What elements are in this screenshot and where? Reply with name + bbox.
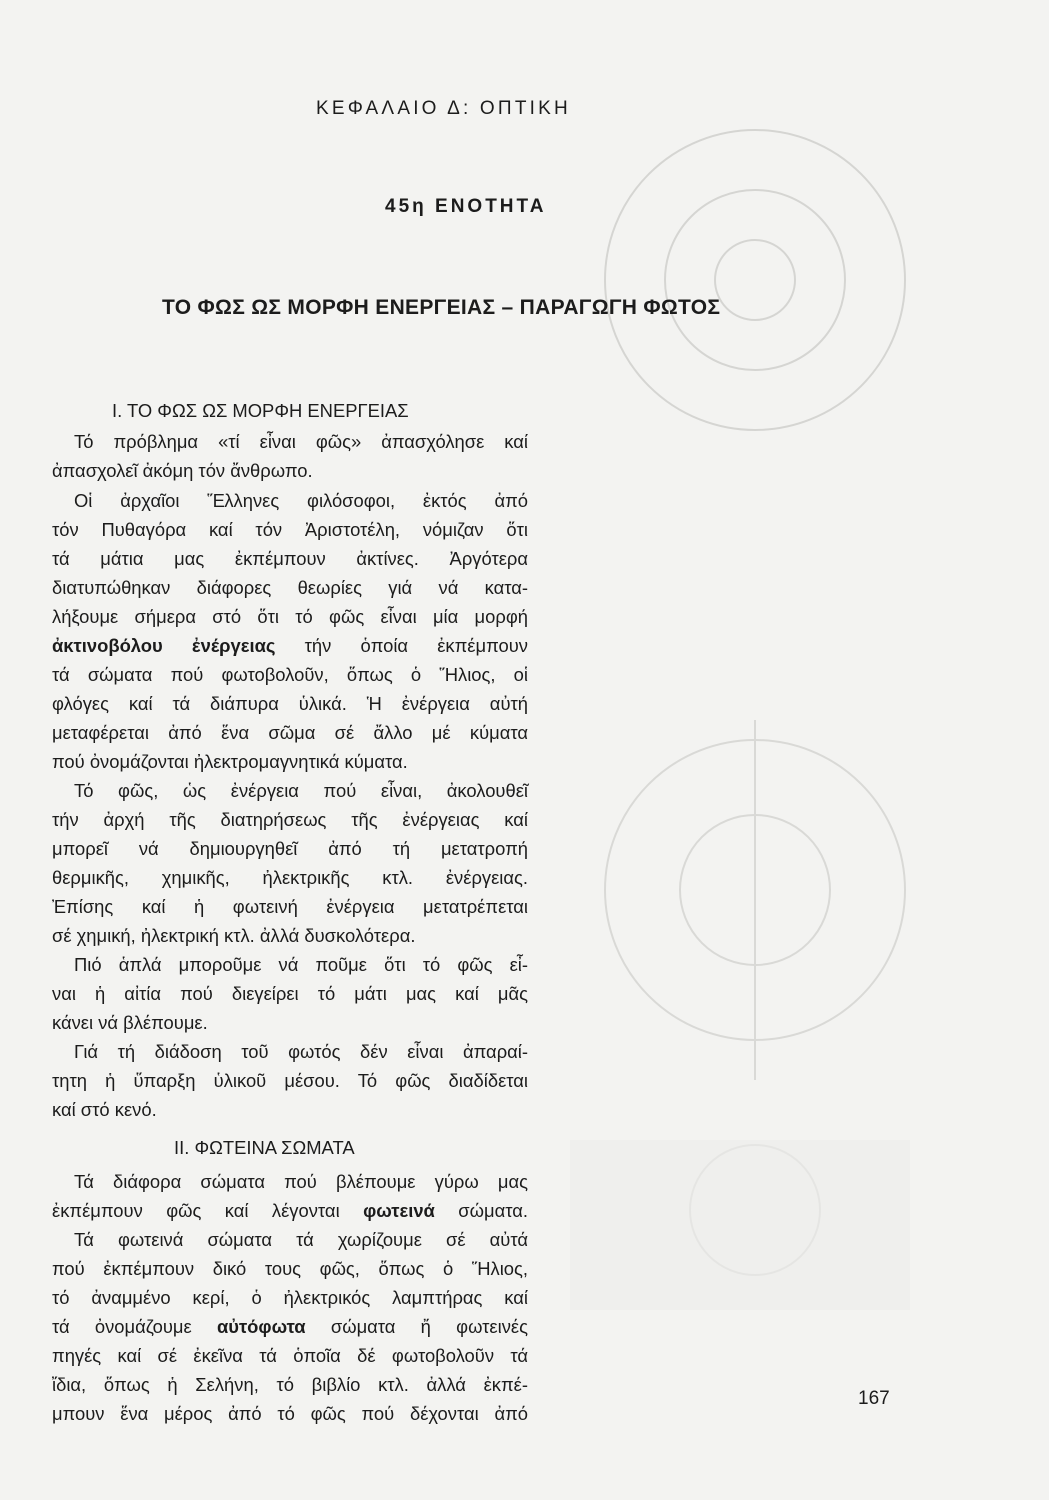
- text-span: τά ὀνομάζουμε: [52, 1316, 192, 1337]
- text-line: διατυπώθηκαν διάφορες θεωρίες γιά νά κατα-: [52, 577, 528, 598]
- page-number: 167: [858, 1388, 890, 1409]
- text-line: Τά φωτεινά σώματα τά χωρίζουμε σέ αὐτά: [74, 1229, 528, 1250]
- text-span: ἐκπέμπουν φῶς καί λέγονται: [52, 1200, 340, 1221]
- text-line: πού ἐκπέμπουν δικό τους φῶς, ὅπως ὁ Ἥλιος,: [52, 1258, 528, 1279]
- text-line: τά σώματα πού φωτοβολοῦν, ὅπως ὁ Ἥλιος, οἱ: [52, 664, 528, 685]
- text-line: κάνει νά βλέπουμε.: [52, 1012, 208, 1033]
- text-line: Τά διάφορα σώματα πού βλέπουμε γύρω μας: [74, 1171, 528, 1192]
- show-through-diagram: [570, 80, 990, 1360]
- text-line: φλόγες καί τά διάπυρα ὑλικά. Ἡ ἐνέργεια αὐτή: [52, 693, 528, 714]
- bold-term: αὐτόφωτα: [216, 1316, 306, 1337]
- text-line: [52, 1316, 528, 1338]
- text-line: Τό φῶς, ὡς ἐνέργεια πού εἶναι, ἀκολουθεῖ: [74, 780, 528, 801]
- text-line: λήξουμε σήμερα στό ὅτι τό φῶς εἶναι μία μορφή: [52, 606, 528, 627]
- text-line: σέ χημική, ἠλεκτρική κτλ. ἀλλά δυσκολότερα.: [52, 925, 416, 946]
- text-line: τητη ἡ ὕπαρξη ὑλικοῦ μέσου. Τό φῶς διαδίδεται: [52, 1070, 528, 1091]
- text-line: θερμικῆς, χημικῆς, ἠλεκτρικῆς κτλ. ἐνέργειας.: [52, 867, 528, 888]
- chapter-title: ΚΕΦΑΛΑΙΟ Δ: ΟΠΤΙΚΗ: [316, 98, 571, 119]
- unit-title: 45η ΕΝΟΤΗΤΑ: [385, 196, 547, 217]
- text-line: Πιό ἁπλά μποροῦμε νά ποῦμε ὅτι τό φῶς εἶ-: [74, 954, 528, 975]
- text-line: Γιά τή διάδοση τοῦ φωτός δέν εἶναι ἀπαραί-: [74, 1041, 528, 1062]
- section-heading: Ι. ΤΟ ΦΩΣ ΩΣ ΜΟΡΦΗ ΕΝΕΡΓΕΙΑΣ: [112, 400, 409, 421]
- bold-term: ἀκτινοβόλου ἐνέργειας: [52, 635, 276, 656]
- text-line: πηγές καί σέ ἐκεῖνα τά ὁποῖα δέ φωτοβολοῦν τά: [52, 1345, 528, 1366]
- text-line: μπουν ἕνα μέρος ἀπό τό φῶς πού δέχονται ἀπό: [52, 1403, 528, 1424]
- text-line: τόν Πυθαγόρα καί τόν Ἀριστοτέλη, νόμιζαν ὅτι: [52, 519, 528, 540]
- text-span: σώματα.: [458, 1200, 528, 1221]
- text-line: τά μάτια μας ἐκπέμπουν ἀκτίνες. Ἀργότερα: [52, 548, 528, 569]
- text-line: πού ὀνομάζονται ἠλεκτρομαγνητικά κύματα.: [52, 751, 408, 772]
- text-line: ἀπασχολεῖ ἀκόμη τόν ἄνθρωπο.: [52, 460, 313, 481]
- text-line: μπορεῖ νά δημιουργηθεῖ ἀπό τή μετατροπή: [52, 838, 528, 859]
- text-line: Ἐπίσης καί ἡ φωτεινή ἐνέργεια μετατρέπεται: [52, 896, 528, 917]
- text-line: [52, 1200, 528, 1222]
- text-line: ἴδια, ὅπως ἡ Σελήνη, τό βιβλίο κτλ. ἀλλά ἐκπέ-: [52, 1374, 528, 1395]
- text-line: καί στό κενό.: [52, 1099, 157, 1120]
- text-line: τήν ἀρχή τῆς διατηρήσεως τῆς ἐνέργειας καί: [52, 809, 528, 830]
- text-line: Οἱ ἀρχαῖοι Ἕλληνες φιλόσοφοι, ἐκτός ἀπό: [74, 490, 528, 511]
- section-heading: ΙΙ. ΦΩΤΕΙΝΑ ΣΩΜΑΤΑ: [174, 1137, 355, 1158]
- bold-term: φωτεινά: [363, 1200, 435, 1221]
- page-title: ΤΟ ΦΩΣ ΩΣ ΜΟΡΦΗ ΕΝΕΡΓΕΙΑΣ – ΠΑΡΑΓΩΓΗ ΦΩΤΟΣ: [162, 296, 721, 319]
- text-line: τό ἀναμμένο κερί, ὁ ἠλεκτρικός λαμπτήρας καί: [52, 1287, 528, 1308]
- text-span: τήν ὁποία ἐκπέμπουν: [304, 635, 528, 656]
- text-line: ναι ἡ αἰτία πού διεγείρει τό μάτι μας καί μᾶς: [52, 983, 528, 1004]
- text-line: μεταφέρεται ἀπό ἕνα σῶμα σέ ἄλλο μέ κύματα: [52, 722, 528, 743]
- text-span: σώματα ἤ φωτεινές: [330, 1316, 528, 1337]
- text-line: [52, 635, 528, 657]
- text-line: Τό πρόβλημα «τί εἶναι φῶς» ἀπασχόλησε καί: [74, 431, 528, 452]
